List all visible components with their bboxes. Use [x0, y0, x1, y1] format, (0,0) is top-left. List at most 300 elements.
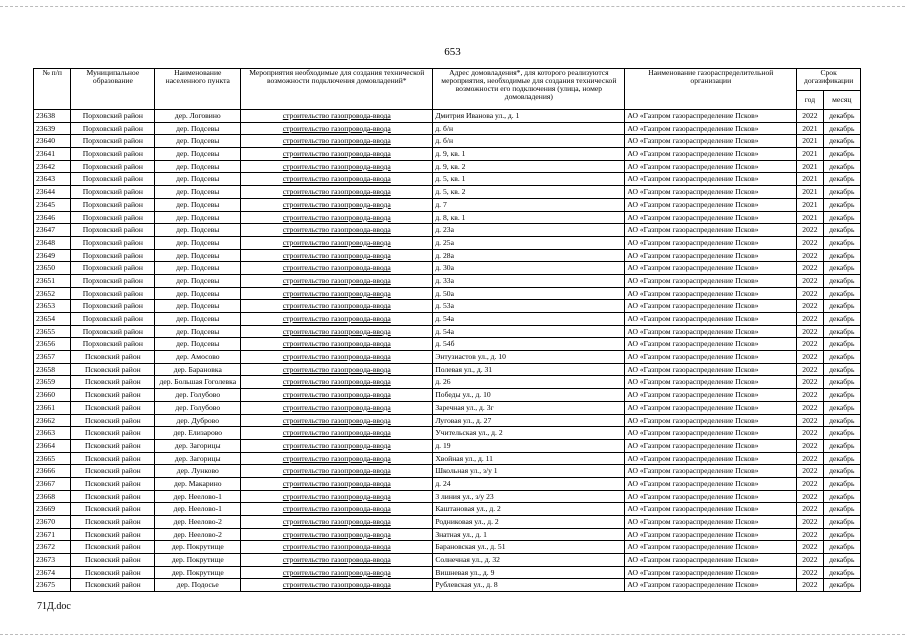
table-body — [34, 110, 861, 592]
cell-measures — [241, 541, 433, 554]
cell-org: АО «Газпром газораспределение Псков» — [625, 376, 797, 389]
cell-measures-text: строительство газопровода-ввода — [282, 237, 391, 247]
cell-address: д. 54а — [433, 313, 625, 326]
cell-month: декабрь — [823, 465, 860, 478]
cell-address: Барановская ул., д. 51 — [433, 541, 625, 554]
cell-locality: дер. Подсевы — [155, 224, 241, 237]
cell-district: Псковский район — [71, 566, 155, 579]
cell-num: 23672 — [34, 541, 71, 554]
cell-num: 23659 — [34, 376, 71, 389]
cell-org: АО «Газпром газораспределение Псков» — [625, 363, 797, 376]
cell-year: 2021 — [797, 160, 823, 173]
cell-year: 2022 — [797, 325, 823, 338]
cell-year: 2022 — [797, 224, 823, 237]
cell-measures — [241, 186, 433, 199]
cell-num: 23667 — [34, 477, 71, 490]
cell-measures-text: строительство газопровода-ввода — [282, 263, 391, 273]
cell-locality: дер. Подсевы — [155, 198, 241, 211]
cell-measures — [241, 351, 433, 364]
cell-org: АО «Газпром газораспределение Псков» — [625, 516, 797, 529]
scan-edge-top — [0, 6, 905, 8]
cell-measures-text: строительство газопровода-ввода — [282, 352, 391, 362]
cell-measures-text: строительство газопровода-ввода — [282, 123, 391, 133]
header-district: Муниципальное образование — [71, 69, 155, 110]
cell-locality: дер. Подсевы — [155, 160, 241, 173]
cell-locality: дер. Подсевы — [155, 274, 241, 287]
cell-month: декабрь — [823, 173, 860, 186]
cell-org: АО «Газпром газораспределение Псков» — [625, 325, 797, 338]
cell-org: АО «Газпром газораспределение Псков» — [625, 389, 797, 402]
table-row — [34, 490, 861, 503]
cell-month: декабрь — [823, 186, 860, 199]
cell-district: Псковский район — [71, 351, 155, 364]
cell-district: Порховский район — [71, 313, 155, 326]
cell-month: декабрь — [823, 351, 860, 364]
cell-district: Порховский район — [71, 338, 155, 351]
table-row — [34, 122, 861, 135]
table-row — [34, 249, 861, 262]
cell-year: 2022 — [797, 465, 823, 478]
cell-month: декабрь — [823, 401, 860, 414]
cell-org: АО «Газпром газораспределение Псков» — [625, 122, 797, 135]
cell-measures-text: строительство газопровода-ввода — [282, 136, 391, 146]
cell-measures-text: строительство газопровода-ввода — [282, 555, 391, 565]
cell-address: Хвойная ул., д. 11 — [433, 452, 625, 465]
cell-measures — [241, 528, 433, 541]
table-row — [34, 287, 861, 300]
cell-measures — [241, 160, 433, 173]
cell-measures — [241, 211, 433, 224]
table-row — [34, 363, 861, 376]
cell-measures — [241, 198, 433, 211]
cell-month: декабрь — [823, 528, 860, 541]
cell-month: декабрь — [823, 274, 860, 287]
cell-year: 2021 — [797, 198, 823, 211]
cell-month: декабрь — [823, 566, 860, 579]
cell-org: АО «Газпром газораспределение Псков» — [625, 262, 797, 275]
cell-year: 2022 — [797, 274, 823, 287]
cell-measures-text: строительство газопровода-ввода — [282, 111, 391, 121]
cell-year: 2022 — [797, 338, 823, 351]
cell-org: АО «Газпром газораспределение Псков» — [625, 528, 797, 541]
cell-num: 23662 — [34, 414, 71, 427]
cell-month: декабрь — [823, 313, 860, 326]
cell-address: Полевая ул., д. 31 — [433, 363, 625, 376]
cell-district: Псковский район — [71, 465, 155, 478]
cell-org: АО «Газпром газораспределение Псков» — [625, 338, 797, 351]
cell-measures — [241, 173, 433, 186]
cell-locality: дер. Неелово-2 — [155, 516, 241, 529]
cell-measures-text: строительство газопровода-ввода — [282, 364, 391, 374]
cell-measures — [241, 148, 433, 161]
table-row — [34, 516, 861, 529]
cell-num: 23658 — [34, 363, 71, 376]
cell-measures-text: строительство газопровода-ввода — [282, 187, 391, 197]
cell-num: 23638 — [34, 110, 71, 123]
cell-locality: дер. Подсевы — [155, 173, 241, 186]
cell-org: АО «Газпром газораспределение Псков» — [625, 287, 797, 300]
cell-year: 2022 — [797, 351, 823, 364]
cell-org: АО «Газпром газораспределение Псков» — [625, 211, 797, 224]
cell-district: Псковский район — [71, 452, 155, 465]
cell-locality: дер. Покрутище — [155, 541, 241, 554]
cell-org: АО «Газпром газораспределение Псков» — [625, 465, 797, 478]
cell-measures — [241, 452, 433, 465]
cell-org: АО «Газпром газораспределение Псков» — [625, 541, 797, 554]
cell-year: 2021 — [797, 173, 823, 186]
cell-district: Псковский район — [71, 414, 155, 427]
cell-num: 23673 — [34, 554, 71, 567]
table-row — [34, 503, 861, 516]
cell-measures — [241, 414, 433, 427]
cell-measures — [241, 274, 433, 287]
cell-locality: дер. Неелово-1 — [155, 503, 241, 516]
cell-month: декабрь — [823, 135, 860, 148]
cell-num: 23645 — [34, 198, 71, 211]
cell-month: декабрь — [823, 160, 860, 173]
cell-district: Порховский район — [71, 186, 155, 199]
cell-district: Порховский район — [71, 173, 155, 186]
cell-measures-text: строительство газопровода-ввода — [282, 225, 391, 235]
cell-measures — [241, 376, 433, 389]
cell-locality: дер. Подсевы — [155, 148, 241, 161]
cell-num: 23650 — [34, 262, 71, 275]
cell-measures — [241, 579, 433, 592]
cell-measures — [241, 236, 433, 249]
cell-measures-text: строительство газопровода-ввода — [282, 326, 391, 336]
cell-num: 23656 — [34, 338, 71, 351]
cell-address: Энтузиастов ул., д. 10 — [433, 351, 625, 364]
cell-district: Порховский район — [71, 236, 155, 249]
cell-locality: дер. Подсевы — [155, 287, 241, 300]
cell-address: Родниковая ул., д. 2 — [433, 516, 625, 529]
cell-address: Учительская ул., д. 2 — [433, 427, 625, 440]
cell-num: 23652 — [34, 287, 71, 300]
cell-org: АО «Газпром газораспределение Псков» — [625, 554, 797, 567]
cell-month: декабрь — [823, 516, 860, 529]
cell-locality: дер. Покрутище — [155, 554, 241, 567]
cell-address: д. 25а — [433, 236, 625, 249]
header-year: год — [797, 91, 823, 110]
cell-org: АО «Газпром газораспределение Псков» — [625, 135, 797, 148]
cell-year: 2022 — [797, 541, 823, 554]
cell-measures-text: строительство газопровода-ввода — [282, 174, 391, 184]
cell-measures-text: строительство газопровода-ввода — [282, 542, 391, 552]
document-filename: 71Д.doc — [37, 601, 71, 612]
cell-org: АО «Газпром газораспределение Псков» — [625, 414, 797, 427]
cell-num: 23641 — [34, 148, 71, 161]
table-row — [34, 224, 861, 237]
cell-address: д. 5, кв. 1 — [433, 173, 625, 186]
table-row — [34, 211, 861, 224]
cell-district: Псковский район — [71, 490, 155, 503]
cell-year: 2022 — [797, 300, 823, 313]
cell-measures-text: строительство газопровода-ввода — [282, 390, 391, 400]
cell-measures-text: строительство газопровода-ввода — [282, 250, 391, 260]
cell-year: 2022 — [797, 516, 823, 529]
cell-district: Порховский район — [71, 224, 155, 237]
cell-measures-text: строительство газопровода-ввода — [282, 339, 391, 349]
table-row — [34, 300, 861, 313]
cell-year: 2022 — [797, 389, 823, 402]
cell-month: декабрь — [823, 389, 860, 402]
cell-locality: дер. Подсевы — [155, 249, 241, 262]
header-org: Наименование газораспределительной организации — [625, 69, 797, 110]
cell-measures-text: строительство газопровода-ввода — [282, 517, 391, 527]
cell-year: 2022 — [797, 566, 823, 579]
cell-address: д. 7 — [433, 198, 625, 211]
cell-measures — [241, 313, 433, 326]
cell-measures — [241, 566, 433, 579]
cell-measures-text: строительство газопровода-ввода — [282, 377, 391, 387]
cell-measures-text: строительство газопровода-ввода — [282, 275, 391, 285]
header-locality: Наименование населенного пункта — [155, 69, 241, 110]
cell-num: 23674 — [34, 566, 71, 579]
cell-year: 2022 — [797, 490, 823, 503]
cell-month: декабрь — [823, 579, 860, 592]
cell-address: д. 28а — [433, 249, 625, 262]
cell-month: декабрь — [823, 554, 860, 567]
cell-measures — [241, 135, 433, 148]
cell-measures — [241, 389, 433, 402]
cell-year: 2022 — [797, 528, 823, 541]
cell-district: Порховский район — [71, 160, 155, 173]
cell-locality: дер. Подсевы — [155, 300, 241, 313]
cell-address: д. 23а — [433, 224, 625, 237]
cell-measures-text: строительство газопровода-ввода — [282, 428, 391, 438]
cell-locality: дер. Голубово — [155, 389, 241, 402]
cell-year: 2022 — [797, 554, 823, 567]
table-row — [34, 110, 861, 123]
cell-year: 2022 — [797, 427, 823, 440]
table-row — [34, 477, 861, 490]
cell-measures-text: строительство газопровода-ввода — [282, 491, 391, 501]
cell-org: АО «Газпром газораспределение Псков» — [625, 579, 797, 592]
cell-org: АО «Газпром газораспределение Псков» — [625, 427, 797, 440]
cell-org: АО «Газпром газораспределение Псков» — [625, 198, 797, 211]
cell-address: Школьная ул., з/у 1 — [433, 465, 625, 478]
table-row — [34, 236, 861, 249]
cell-address: Вишневая ул., д. 9 — [433, 566, 625, 579]
cell-year: 2022 — [797, 401, 823, 414]
cell-district: Псковский район — [71, 579, 155, 592]
cell-num: 23675 — [34, 579, 71, 592]
table-row — [34, 198, 861, 211]
cell-locality: дер. Неелово-2 — [155, 528, 241, 541]
cell-num: 23653 — [34, 300, 71, 313]
table-row — [34, 541, 861, 554]
cell-measures — [241, 325, 433, 338]
cell-address: д. б/н — [433, 122, 625, 135]
cell-district: Порховский район — [71, 198, 155, 211]
cell-year: 2022 — [797, 503, 823, 516]
table-row — [34, 160, 861, 173]
cell-address: д. 33а — [433, 274, 625, 287]
cell-month: декабрь — [823, 236, 860, 249]
cell-district: Псковский район — [71, 389, 155, 402]
table-row — [34, 148, 861, 161]
cell-locality: дер. Подсевы — [155, 338, 241, 351]
cell-org: АО «Газпром газораспределение Псков» — [625, 224, 797, 237]
cell-num: 23661 — [34, 401, 71, 414]
cell-locality: дер. Подсевы — [155, 186, 241, 199]
cell-month: декабрь — [823, 224, 860, 237]
cell-org: АО «Газпром газораспределение Псков» — [625, 452, 797, 465]
cell-measures-text: строительство газопровода-ввода — [282, 466, 391, 476]
cell-locality: дер. Неелово-1 — [155, 490, 241, 503]
cell-year: 2022 — [797, 376, 823, 389]
cell-district: Псковский район — [71, 427, 155, 440]
cell-year: 2021 — [797, 211, 823, 224]
table-header — [34, 69, 861, 110]
table-row — [34, 439, 861, 452]
cell-measures — [241, 110, 433, 123]
table-row — [34, 325, 861, 338]
cell-year: 2022 — [797, 287, 823, 300]
cell-locality: дер. Подсевы — [155, 135, 241, 148]
cell-month: декабрь — [823, 110, 860, 123]
cell-locality: дер. Подосье — [155, 579, 241, 592]
cell-num: 23657 — [34, 351, 71, 364]
cell-address: д. б/н — [433, 135, 625, 148]
cell-district: Порховский район — [71, 274, 155, 287]
table-row — [34, 566, 861, 579]
cell-measures — [241, 503, 433, 516]
header-month: месяц — [823, 91, 860, 110]
cell-month: декабрь — [823, 325, 860, 338]
cell-num: 23648 — [34, 236, 71, 249]
table-row — [34, 452, 861, 465]
header-address: Адрес домовладения*, для которого реализуются мероприятия, необходимые для создания технической возможности его подключения (улица, номер домовладения) — [433, 69, 625, 110]
cell-address: д. 9, кв. 1 — [433, 148, 625, 161]
table-row — [34, 427, 861, 440]
cell-district: Псковский район — [71, 503, 155, 516]
cell-org: АО «Газпром газораспределение Псков» — [625, 566, 797, 579]
cell-locality: дер. Подсевы — [155, 325, 241, 338]
cell-district: Псковский район — [71, 401, 155, 414]
cell-year: 2022 — [797, 452, 823, 465]
cell-measures — [241, 300, 433, 313]
cell-locality: дер. Голубово — [155, 401, 241, 414]
cell-address: Победы ул., д. 10 — [433, 389, 625, 402]
cell-year: 2022 — [797, 236, 823, 249]
cell-month: декабрь — [823, 249, 860, 262]
cell-district: Порховский район — [71, 287, 155, 300]
cell-locality: дер. Большая Гоголевка — [155, 376, 241, 389]
cell-year: 2021 — [797, 135, 823, 148]
cell-address: д. 26 — [433, 376, 625, 389]
table-row — [34, 274, 861, 287]
cell-num: 23660 — [34, 389, 71, 402]
cell-locality: дер. Покрутище — [155, 566, 241, 579]
table-row — [34, 579, 861, 592]
cell-district: Порховский район — [71, 148, 155, 161]
table-row — [34, 376, 861, 389]
table-row — [34, 465, 861, 478]
cell-org: АО «Газпром газораспределение Псков» — [625, 503, 797, 516]
table-row — [34, 262, 861, 275]
cell-measures-text: строительство газопровода-ввода — [282, 580, 391, 590]
cell-year: 2021 — [797, 186, 823, 199]
cell-district: Порховский район — [71, 135, 155, 148]
cell-org: АО «Газпром газораспределение Псков» — [625, 300, 797, 313]
cell-month: декабрь — [823, 414, 860, 427]
cell-address: д. 30а — [433, 262, 625, 275]
cell-org: АО «Газпром газораспределение Псков» — [625, 439, 797, 452]
cell-num: 23663 — [34, 427, 71, 440]
header-measures: Мероприятия необходимые для создания технической возможности подключения домовладений* — [241, 69, 433, 110]
cell-locality: дер. Елизарово — [155, 427, 241, 440]
table-row — [34, 186, 861, 199]
cell-address: Рублевская ул., д. 8 — [433, 579, 625, 592]
cell-num: 23670 — [34, 516, 71, 529]
cell-measures — [241, 490, 433, 503]
cell-num: 23642 — [34, 160, 71, 173]
cell-measures-text: строительство газопровода-ввода — [282, 402, 391, 412]
cell-org: АО «Газпром газораспределение Псков» — [625, 160, 797, 173]
cell-year: 2022 — [797, 414, 823, 427]
cell-locality: дер. Барановка — [155, 363, 241, 376]
cell-num: 23655 — [34, 325, 71, 338]
table-row — [34, 313, 861, 326]
cell-num: 23640 — [34, 135, 71, 148]
table-row — [34, 401, 861, 414]
cell-district: Псковский район — [71, 516, 155, 529]
cell-locality: дер. Амосово — [155, 351, 241, 364]
cell-measures-text: строительство газопровода-ввода — [282, 314, 391, 324]
cell-measures-text: строительство газопровода-ввода — [282, 415, 391, 425]
cell-measures-text: строительство газопровода-ввода — [282, 288, 391, 298]
cell-month: декабрь — [823, 363, 860, 376]
cell-district: Псковский район — [71, 363, 155, 376]
cell-month: декабрь — [823, 427, 860, 440]
cell-locality: дер. Подсевы — [155, 262, 241, 275]
cell-measures-text: строительство газопровода-ввода — [282, 301, 391, 311]
cell-num: 23666 — [34, 465, 71, 478]
cell-address: 3 линия ул., з/у 23 — [433, 490, 625, 503]
cell-year: 2022 — [797, 439, 823, 452]
cell-measures-text: строительство газопровода-ввода — [282, 161, 391, 171]
cell-measures-text: строительство газопровода-ввода — [282, 149, 391, 159]
cell-address: д. 50а — [433, 287, 625, 300]
cell-address: д. 54б — [433, 338, 625, 351]
cell-district: Порховский район — [71, 249, 155, 262]
cell-month: декабрь — [823, 439, 860, 452]
cell-measures — [241, 122, 433, 135]
cell-district: Псковский район — [71, 477, 155, 490]
cell-month: декабрь — [823, 122, 860, 135]
cell-month: декабрь — [823, 148, 860, 161]
cell-month: декабрь — [823, 198, 860, 211]
cell-address: д. 9, кв. 2 — [433, 160, 625, 173]
scan-edge-bottom — [0, 634, 905, 636]
cell-month: декабрь — [823, 541, 860, 554]
cell-measures — [241, 262, 433, 275]
cell-measures — [241, 516, 433, 529]
gasification-table — [33, 68, 861, 592]
cell-district: Псковский район — [71, 528, 155, 541]
cell-district: Порховский район — [71, 122, 155, 135]
cell-num: 23639 — [34, 122, 71, 135]
cell-year: 2022 — [797, 363, 823, 376]
cell-year: 2022 — [797, 477, 823, 490]
table-row — [34, 528, 861, 541]
cell-num: 23647 — [34, 224, 71, 237]
cell-measures — [241, 287, 433, 300]
cell-year: 2022 — [797, 313, 823, 326]
table-row — [34, 351, 861, 364]
cell-address: Заречная ул., д. 3г — [433, 401, 625, 414]
